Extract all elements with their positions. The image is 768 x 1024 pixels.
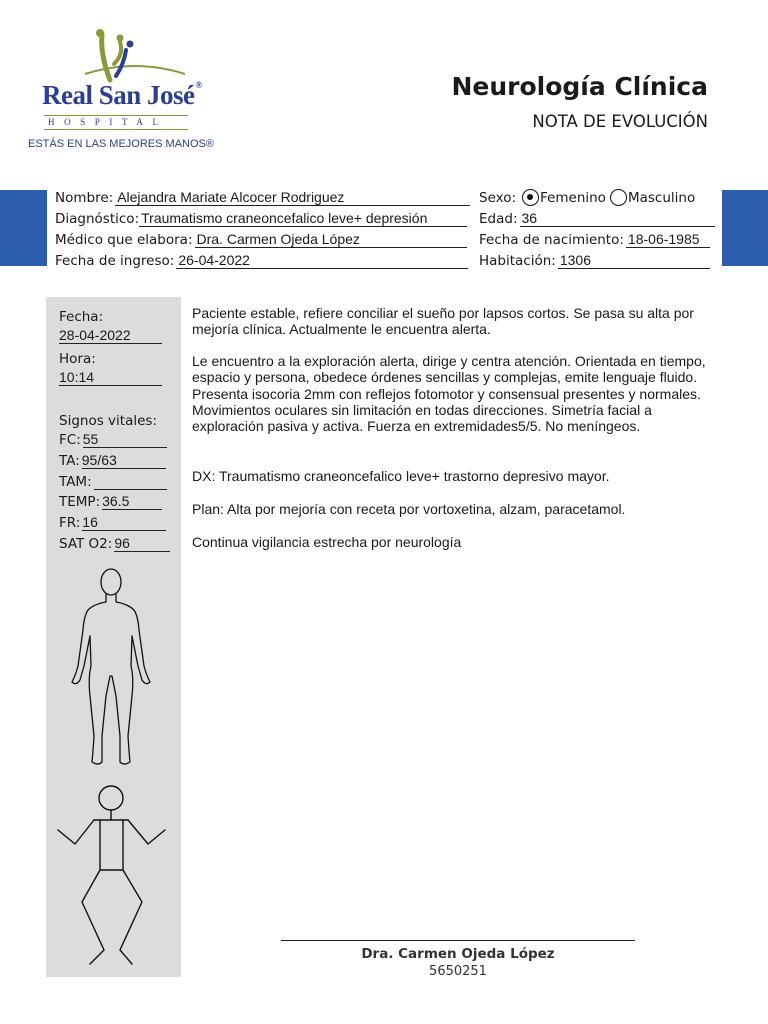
fc-row <box>59 432 167 448</box>
medico-value: Dra. Carmen Ojeda López <box>195 232 467 248</box>
nombre-label: Nombre: <box>55 190 114 206</box>
sat-row <box>59 536 170 552</box>
hospital-logo-name: Real San José® <box>42 80 202 110</box>
signature-line <box>281 940 635 941</box>
hora-label: Hora: <box>59 351 96 367</box>
diagnostico-value: Traumatismo craneoncefalico leve+ depresión <box>139 211 467 227</box>
sexo-femenino-label: Femenino <box>540 190 606 206</box>
note-plan: Plan: Alta por mejoría con receta por vortoxetina, alzam, paracetamol. <box>192 501 626 517</box>
sexo-row <box>479 186 695 206</box>
nombre-row <box>55 186 470 206</box>
stick-figure-icon <box>52 782 172 967</box>
fc-label: FC: <box>59 432 81 448</box>
fr-row <box>59 515 166 531</box>
habitacion-row <box>479 249 710 269</box>
ta-label: TA: <box>59 453 80 469</box>
edad-value: 36 <box>520 211 715 227</box>
fr-value: 16 <box>82 515 166 531</box>
diagnostico-row <box>55 207 467 227</box>
signature-name: Dra. Carmen Ojeda López <box>361 946 555 962</box>
ta-row <box>59 453 166 469</box>
medico-row <box>55 228 467 248</box>
fecha-value: 28-04-2022 <box>59 328 162 344</box>
sat-label: SAT O2: <box>59 536 113 552</box>
temp-label: TEMP: <box>59 494 101 510</box>
diagnostico-label: Diagnóstico: <box>55 211 140 227</box>
note-diagnosis: DX: Traumatismo craneoncefalico leve+ trastorno depresivo mayor. <box>192 468 610 484</box>
ingreso-value: 26-04-2022 <box>176 253 468 269</box>
tam-row <box>59 474 167 490</box>
ingreso-row <box>55 249 468 269</box>
edad-label: Edad: <box>479 211 518 227</box>
sexo-label: Sexo: <box>479 190 517 206</box>
note-paragraph-2: Le encuentro a la exploración alerta, dirige y centra atención. Orientada en tiempo, espacio y persona, obedece órdenes sencillas y complejas, emite lenguaje fluido. Presenta isocoria 2mm con reflejos fotomotor y consensual presentes y normales. Movimientos oculares sin limitación en todas direcciones. Simetría facial a exploración pasiva y activa. Fuerza en extremidades5/5. No meníngeos. <box>192 353 706 435</box>
signature-number: 5650251 <box>429 964 487 979</box>
fr-label: FR: <box>59 515 81 531</box>
hospital-logo-figure-icon <box>80 28 190 88</box>
habitacion-label: Habitación: <box>479 253 556 269</box>
tam-label: TAM: <box>59 474 92 490</box>
nacimiento-row <box>479 228 710 248</box>
nombre-value: Alejandra Mariate Alcocer Rodriguez <box>115 190 470 206</box>
nacimiento-value: 18-06-1985 <box>626 232 710 248</box>
document-subtitle: NOTA DE EVOLUCIÓN <box>532 112 708 131</box>
nacimiento-label: Fecha de nacimiento: <box>479 232 624 248</box>
hospital-logo-sub: HOSPITAL <box>44 115 188 130</box>
sexo-femenino-radio[interactable] <box>522 189 539 206</box>
human-body-outline-icon <box>66 566 156 770</box>
medico-label: Médico que elabora: <box>55 232 193 248</box>
fc-value: 55 <box>83 432 167 448</box>
hora-value: 10:14 <box>59 370 162 386</box>
sexo-masculino-label: Masculino <box>627 190 696 206</box>
sexo-masculino-radio[interactable] <box>610 189 627 206</box>
temp-value: 36.5 <box>102 494 162 510</box>
fecha-label: Fecha: <box>59 309 104 325</box>
signos-vitales-label: Signos vitales: <box>59 413 157 429</box>
tam-value <box>94 475 167 490</box>
ta-value: 95/63 <box>82 453 166 469</box>
document-title: Neurología Clínica <box>451 72 708 101</box>
note-paragraph-1: Paciente estable, refiere conciliar el sueño por lapsos cortos. Se pasa su alta por mejoría clínica. Actualmente le encuentra alerta. <box>192 305 694 338</box>
temp-row <box>59 494 162 510</box>
edad-row <box>479 207 715 227</box>
sat-value: 96 <box>114 536 170 552</box>
ingreso-label: Fecha de ingreso: <box>55 253 175 269</box>
habitacion-value: 1306 <box>558 253 710 269</box>
note-vigilancia: Continua vigilancia estrecha por neurología <box>192 534 462 550</box>
header-band-left <box>0 190 47 266</box>
header-band-right <box>722 190 768 266</box>
hospital-tagline: ESTÁS EN LAS MEJORES MANOS® <box>28 138 214 150</box>
